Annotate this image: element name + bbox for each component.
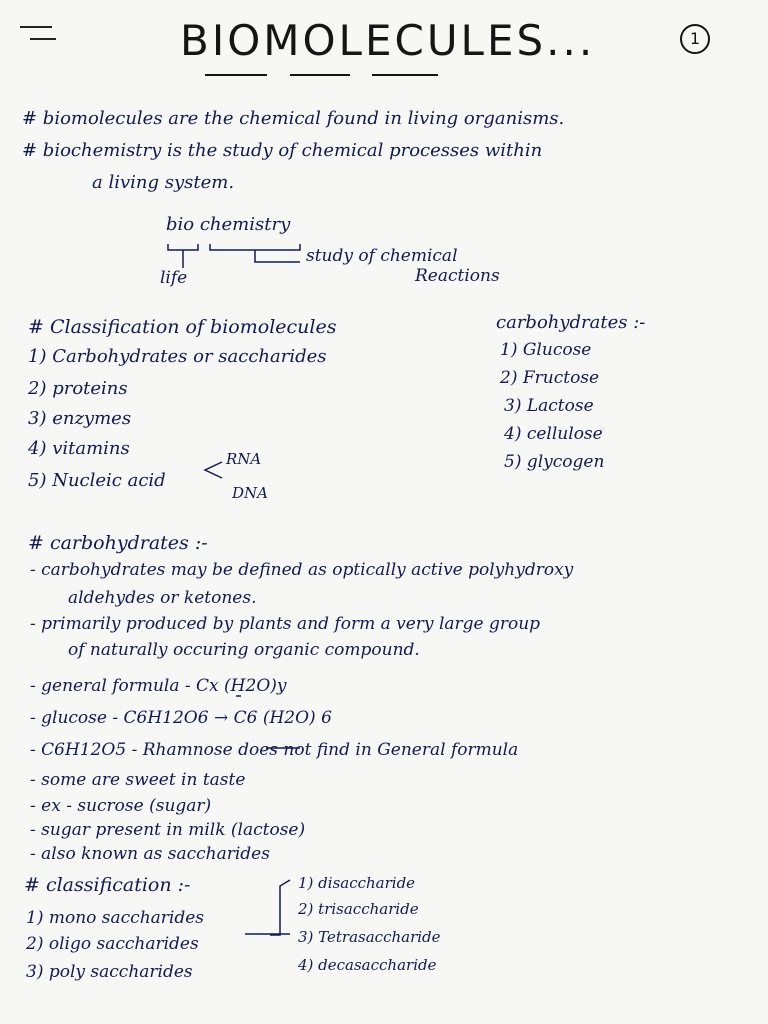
saccharide-class-item: 3) poly saccharides — [26, 962, 193, 982]
carbohydrates-line: - general formula - Cx (H2O)y — [30, 676, 287, 696]
carb-list-heading: carbohydrates :- — [496, 312, 646, 333]
carb-list-item: 3) Lactose — [504, 396, 594, 416]
carbohydrates-line: - sugar present in milk (lactose) — [30, 820, 306, 840]
classification-item: 5) Nucleic acid — [28, 470, 166, 491]
intro-line-3: a living system. — [92, 172, 235, 193]
classification-item: 3) enzymes — [28, 408, 132, 429]
carbohydrates-line: aldehydes or ketones. — [68, 588, 257, 608]
page-number: 1 — [680, 24, 710, 54]
classification-item: 2) proteins — [28, 378, 128, 399]
carbohydrates-line: - carbohydrates may be defined as optically active polyhydroxy — [30, 560, 574, 580]
diagram-right-label-1: study of chemical — [306, 246, 458, 266]
oligo-type-item: 1) disaccharide — [298, 874, 416, 892]
classification-item: 4) vitamins — [28, 438, 130, 459]
nucleic-branch-dna: DNA — [232, 484, 268, 502]
carbohydrates-line: - some are sweet in taste — [30, 770, 246, 790]
carb-list-item: 1) Glucose — [500, 340, 592, 360]
carb-list-item: 4) cellulose — [504, 424, 603, 444]
diagram-left-label: life — [160, 268, 188, 288]
classification2-heading: # classification :- — [24, 874, 191, 896]
oligo-type-item: 2) trisaccharide — [298, 900, 419, 918]
carb-list-item: 5) glycogen — [504, 452, 605, 472]
carbohydrates-line: - primarily produced by plants and form a very large group — [30, 614, 541, 634]
carbohydrates-line: - C6H12O5 - Rhamnose does not find in General formula — [30, 740, 519, 760]
saccharide-class-item: 2) oligo saccharides — [26, 934, 199, 954]
diagram-right-label-2: Reactions — [415, 266, 500, 286]
nucleic-branch-rna: RNA — [226, 450, 262, 468]
classification-heading: # Classification of biomolecules — [28, 316, 337, 338]
diagram-word: bio chemistry — [166, 214, 291, 235]
oligo-type-item: 4) decasaccharide — [298, 956, 437, 974]
carbohydrates-line: - glucose - C6H12O6 → C6 (H2O) 6 — [30, 708, 332, 728]
intro-line-1: # biomolecules are the chemical found in living organisms. — [22, 108, 565, 129]
carb-list-item: 2) Fructose — [500, 368, 600, 388]
carbohydrates-line: - ex - sucrose (sugar) — [30, 796, 212, 816]
carbohydrates-heading: # carbohydrates :- — [28, 532, 208, 554]
page-title: BIOMOLECULES... — [180, 16, 596, 65]
classification-item: 1) Carbohydrates or saccharides — [28, 346, 327, 367]
intro-line-2: # biochemistry is the study of chemical processes within — [22, 140, 543, 161]
carbohydrates-line: of naturally occuring organic compound. — [68, 640, 420, 660]
saccharide-class-item: 1) mono saccharides — [26, 908, 205, 928]
carbohydrates-line: - also known as saccharides — [30, 844, 270, 864]
oligo-type-item: 3) Tetrasaccharide — [298, 928, 441, 946]
